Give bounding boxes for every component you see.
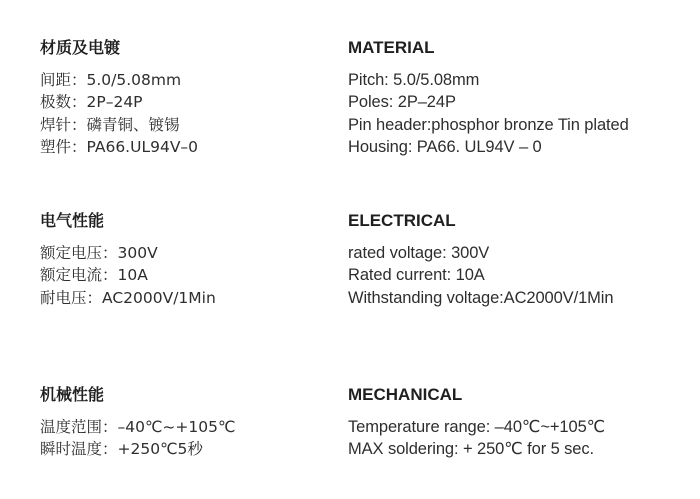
rated-voltage-line-en: rated voltage: 300V [348,244,490,262]
material-section-cn [40,38,330,158]
material-section-en [348,38,693,158]
pin-line-cn: 焊针：磷青铜、镀锡 [40,115,180,134]
temperature-range-line-cn: 温度范围：–40℃~+105℃ [40,418,236,436]
pin-header-line-en: Pin header:phosphor bronze Tin plated [348,115,629,134]
rated-voltage-line-cn: 额定电压：300V [40,244,158,262]
withstanding-voltage-line-cn: 耐电压：AC2000V/1Min [40,288,216,307]
poles-line-cn: 极数：2P–24P [40,93,143,112]
material-heading-en: MATERIAL [348,38,435,57]
electrical-lines-en [348,242,693,309]
electrical-heading-cn: 电气性能 [40,211,105,230]
electrical-section-en [348,211,693,309]
material-heading-cn: 材质及电镀 [40,38,121,57]
material-lines-cn [40,69,330,158]
poles-line-en: Poles: 2P–24P [348,93,456,112]
mechanical-section-cn [40,385,330,461]
electrical-heading-en: ELECTRICAL [348,211,456,230]
electrical-section-cn [40,211,330,309]
mechanical-heading-en: MECHANICAL [348,385,463,404]
pitch-line-cn: 间距：5.0/5.08mm [40,71,182,89]
mechanical-lines-en [348,416,693,461]
withstanding-voltage-line-en: Withstanding voltage:AC2000V/1Min [348,288,614,307]
material-lines-en [348,69,693,158]
electrical-lines-cn [40,242,330,309]
pitch-line-en: Pitch: 5.0/5.08mm [348,71,480,89]
mechanical-lines-cn [40,416,330,461]
rated-current-line-cn: 额定电流：10A [40,266,148,285]
mechanical-heading-cn: 机械性能 [40,385,105,404]
rated-current-line-en: Rated current: 10A [348,266,485,285]
housing-line-en: Housing: PA66. UL94V – 0 [348,137,542,156]
soldering-line-en: MAX soldering: + 250℃ for 5 sec. [348,440,594,459]
mechanical-section-en [348,385,693,461]
soldering-line-cn: 瞬时温度：+250℃5秒 [40,440,203,459]
housing-line-cn: 塑件：PA66.UL94V–0 [40,137,199,156]
temperature-range-line-en: Temperature range: –40℃~+105℃ [348,418,606,436]
